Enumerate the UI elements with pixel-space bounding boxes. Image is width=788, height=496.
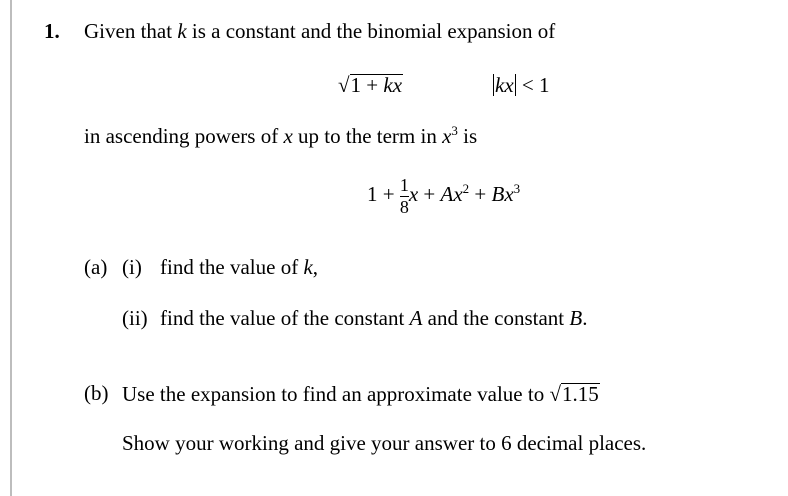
radical-expression: √1 + kx [338,73,403,97]
fraction-one-eighth: $\frac{1}{8}$ [399,175,409,217]
ascending-powers-text: in ascending powers of x up to the term in $x^3$ is [84,123,478,148]
part-a-ii-text: find the value of the constant A and the constant B. [160,306,588,330]
sqrt-icon: √ [338,73,350,97]
part-b-instruction: Show your working and give your answer to 6 decimal places. [122,431,647,455]
sqrt-icon: √ [549,382,561,406]
part-a-i-label: (i) [122,255,142,279]
part-a-ii-label: (ii) [122,306,148,330]
part-a-label: (a) [84,255,108,279]
left-margin-rule [10,0,12,496]
part-a-i-text: find the value of k, [160,255,319,279]
validity-condition: kx < 1 [495,73,550,97]
question-intro: Given that k is a constant and the binomial expansion of [84,19,556,43]
expansion-expression: 1 + $\frac{1}{8}$ $x + Ax^2 + Bx^3$ [367,175,521,217]
question-number: 1. [44,19,60,43]
part-b-text: Use the expansion to find an approximate value to √1.15 [122,382,599,406]
part-b-label: (b) [84,381,109,405]
